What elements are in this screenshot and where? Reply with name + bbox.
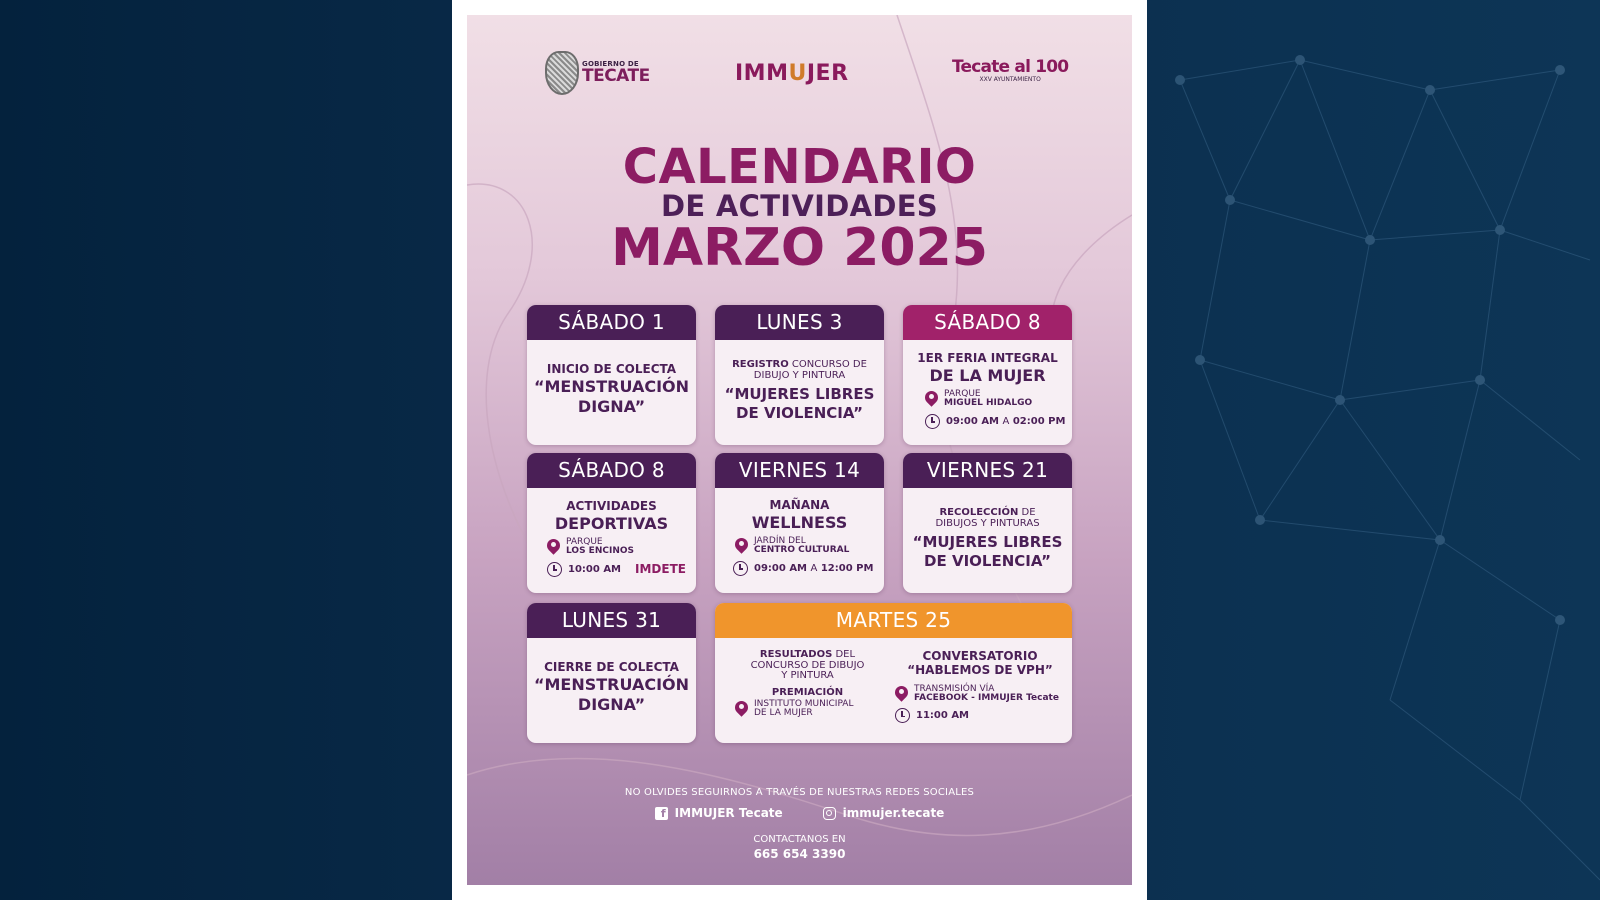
event-card-lunes-3 — [715, 305, 884, 445]
poster-frame — [452, 0, 1147, 900]
instagram-icon — [823, 807, 836, 820]
background-network-pattern — [1140, 0, 1600, 900]
event-description: CONVERSATORIO — [922, 649, 1038, 663]
tecate-al-100-logo — [952, 59, 1068, 83]
event-name: “MUJERES LIBRES — [724, 385, 875, 403]
contact-phone: 665 654 3390 — [753, 847, 846, 861]
poster-title — [467, 139, 1132, 278]
clock-icon — [547, 562, 562, 577]
clock-icon — [895, 708, 910, 723]
facebook-icon: f — [655, 807, 668, 820]
event-name: DIGNA” — [577, 396, 646, 416]
immujer-logo-u: U — [788, 61, 807, 86]
tecate-label: TECATE — [582, 66, 650, 86]
time-separator: A — [1002, 415, 1010, 427]
event-name: PREMIACIÓN — [771, 686, 844, 698]
event-card-lunes-31 — [527, 603, 696, 743]
event-card-sabado-8-deportivas — [527, 453, 696, 593]
event-time — [925, 414, 1072, 429]
location-pin-icon — [925, 391, 938, 407]
clock-icon — [925, 414, 940, 429]
event-date: VIERNES 14 — [715, 453, 884, 488]
event-name: DE VIOLENCIA” — [736, 403, 863, 422]
event-conversatorio — [895, 650, 1065, 723]
immujer-logo-part: JER — [806, 61, 849, 86]
event-name: DEPORTIVAS — [554, 513, 669, 533]
event-description: INICIO DE COLECTA — [546, 362, 677, 376]
location-label: PARQUE — [566, 536, 603, 547]
event-description: CONCURSO DE DIBUJO — [750, 659, 865, 671]
location-name: LOS ENCINOS — [566, 546, 634, 557]
ayuntamiento-label: XXV AYUNTAMIENTO — [979, 76, 1041, 83]
event-location — [895, 685, 1065, 704]
event-card-martes-25 — [715, 603, 1072, 743]
event-name: DE VIOLENCIA” — [924, 551, 1051, 570]
event-description: DIBUJOS Y PINTURAS — [935, 517, 1040, 529]
event-card-viernes-21 — [903, 453, 1072, 593]
imdete-logo: IMDETE — [635, 562, 686, 577]
time-separator: A — [810, 562, 818, 574]
event-description: ACTIVIDADES — [566, 499, 657, 513]
event-name: “HABLEMOS DE VPH” — [907, 662, 1053, 677]
municipal-seal-icon — [545, 51, 579, 95]
event-description: DE — [1018, 507, 1036, 518]
time-start: 09:00 AM — [754, 562, 808, 574]
location-name: INSTITUTO MUNICIPAL — [754, 699, 854, 709]
event-time — [733, 561, 884, 576]
event-location — [547, 538, 696, 557]
event-name: DE LA MUJER — [929, 365, 1046, 385]
location-pin-icon — [735, 538, 748, 554]
event-card-sabado-8-feria — [903, 305, 1072, 445]
event-time — [547, 562, 696, 577]
logo-bar — [467, 49, 1132, 99]
poster-footer — [467, 787, 1132, 861]
event-date: SÁBADO 8 — [903, 305, 1072, 340]
gobierno-tecate-logo — [545, 51, 650, 95]
title-calendario: CALENDARIO — [622, 139, 977, 195]
event-keyword: RECOLECCIÓN — [939, 507, 1019, 518]
title-marzo-2025: MARZO 2025 — [611, 217, 988, 278]
event-description: DEL — [832, 649, 856, 660]
event-name: “MUJERES LIBRES — [912, 533, 1063, 551]
time-start: 09:00 AM — [946, 415, 1000, 427]
event-location — [735, 700, 890, 719]
event-name: “MENSTRUACIÓN — [533, 674, 690, 694]
immujer-logo-part: IMM — [735, 61, 789, 86]
event-description: 1ER FERIA INTEGRAL — [917, 351, 1058, 365]
event-description: CONCURSO DE — [788, 359, 867, 370]
event-resultados — [725, 650, 890, 719]
time-end: 02:00 PM — [1012, 415, 1066, 427]
facebook-handle: IMMUJER Tecate — [674, 806, 783, 820]
event-date: MARTES 25 — [715, 603, 1072, 638]
event-location — [925, 390, 1072, 409]
title-de-actividades: DE ACTIVIDADES — [661, 188, 938, 223]
event-name: WELLNESS — [751, 512, 848, 532]
instagram-handle: immujer.tecate — [842, 806, 945, 820]
social-links — [467, 806, 1132, 820]
contact-label: CONTACTANOS EN — [753, 834, 846, 845]
location-pin-icon — [895, 686, 908, 702]
instagram-link — [823, 806, 945, 820]
location-pin-icon — [547, 539, 560, 555]
location-label: PARQUE — [944, 388, 981, 399]
location-name: DE LA MUJER — [754, 708, 813, 719]
social-note: NO OLVIDES SEGUIRNOS A TRAVÉS DE NUESTRAS REDES SOCIALES — [624, 787, 975, 798]
event-name: “MENSTRUACIÓN — [533, 376, 690, 396]
location-name: FACEBOOK - IMMUJER Tecate — [914, 693, 1059, 704]
event-keyword: REGISTRO — [732, 359, 789, 370]
event-card-viernes-14 — [715, 453, 884, 593]
event-date: SÁBADO 8 — [527, 453, 696, 488]
time-start: 11:00 AM — [916, 710, 970, 722]
activity-calendar-poster — [467, 15, 1132, 885]
event-keyword: RESULTADOS — [759, 649, 833, 660]
event-time — [895, 708, 1065, 723]
location-name: MIGUEL HIDALGO — [944, 398, 1033, 409]
event-description: Y PINTURA — [781, 670, 834, 681]
event-description: MAÑANA — [769, 498, 830, 512]
event-date: VIERNES 21 — [903, 453, 1072, 488]
location-pin-icon — [735, 701, 748, 717]
time-start: 10:00 AM — [568, 563, 622, 575]
gobierno-label: GOBIERNO DE — [582, 60, 639, 68]
time-end: 12:00 PM — [820, 562, 874, 574]
facebook-link — [655, 806, 783, 820]
event-description: CIERRE DE COLECTA — [544, 660, 679, 674]
tecate-al-100-text: Tecate al 100 — [952, 57, 1069, 77]
event-card-sabado-1 — [527, 305, 696, 445]
event-date: LUNES 31 — [527, 603, 696, 638]
event-date: LUNES 3 — [715, 305, 884, 340]
immujer-logo — [735, 61, 849, 86]
event-description: DIBUJO Y PINTURA — [753, 369, 846, 381]
event-date: SÁBADO 1 — [527, 305, 696, 340]
location-label: TRANSMISIÓN VÍA — [914, 683, 995, 694]
location-label: JARDÍN DEL — [754, 535, 806, 546]
event-location — [735, 537, 884, 556]
clock-icon — [733, 561, 748, 576]
location-name: CENTRO CULTURAL — [754, 545, 850, 556]
event-name: DIGNA” — [577, 694, 646, 714]
